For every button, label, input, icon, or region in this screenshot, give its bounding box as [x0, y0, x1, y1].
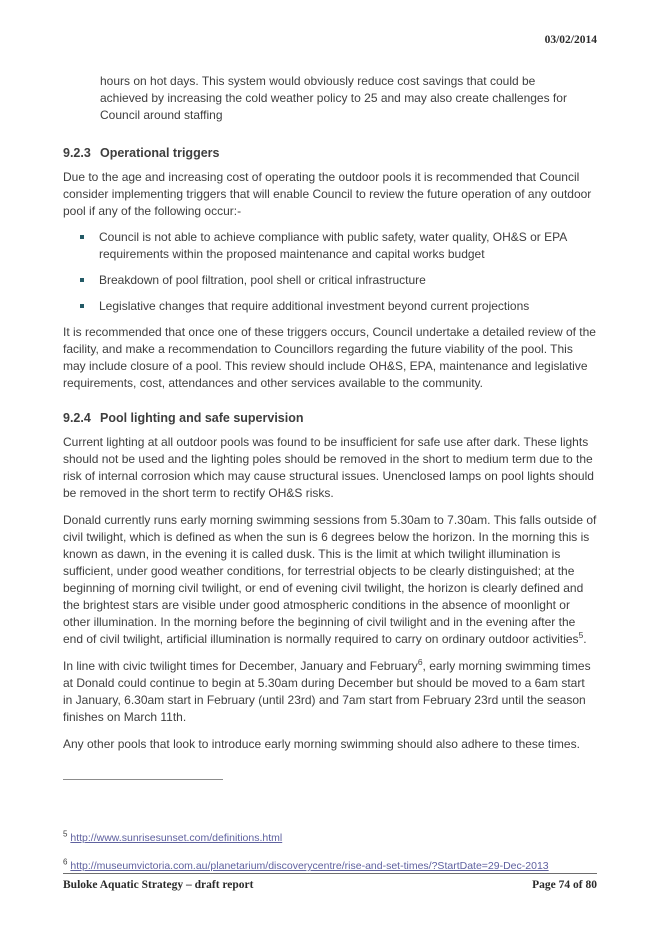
square-bullet-icon	[80, 304, 84, 308]
times-text-pre: In line with civic twilight times for December, January and February	[63, 659, 418, 673]
footnote-ref-6: 6	[417, 657, 423, 667]
header-date: 03/02/2014	[544, 34, 597, 46]
other-pools-paragraph: Any other pools that look to introduce early morning swimming should also adhere to these times.	[63, 737, 580, 751]
footer-document-title: Buloke Aquatic Strategy – draft report	[63, 879, 254, 891]
footnote-link-sunrisesunset[interactable]: http://www.sunrisesunset.com/definitions.html	[70, 832, 283, 844]
footer-page-number: Page 74 of 80	[532, 879, 597, 891]
footnote	[63, 857, 597, 873]
trigger-bullet-list	[63, 229, 597, 315]
section-number: 9.2.4	[63, 411, 91, 425]
twilight-period: .	[583, 632, 587, 646]
footnote	[63, 829, 597, 845]
bullet-text: Breakdown of pool filtration, pool shell or critical infrastructure	[99, 273, 426, 287]
list-item	[63, 272, 597, 289]
swim-times-paragraph	[63, 658, 597, 726]
intro-paragraph: hours on hot days. This system would obviously reduce cost savings that could be achieved by increasing the cold weather policy to 25 and may also create challenges for Council around staffing	[100, 74, 567, 122]
bullet-text: Legislative changes that require additional investment beyond current projections	[99, 299, 530, 313]
section-title: Operational triggers	[100, 146, 220, 160]
list-item	[63, 298, 597, 315]
section-title: Pool lighting and safe supervision	[100, 411, 304, 425]
square-bullet-icon	[80, 235, 84, 239]
times-text-post: , early morning swimming times at Donald could continue to begin at 5.30am during December but should be moved to a 6am start in January, 6.30am start in February (until 23rd) and 7am start from February 23rd until the season finishes on March 11th.	[63, 659, 591, 724]
bullet-text: Council is not able to achieve compliance with public safety, water quality, OH&S or EPA requirements within the proposed maintenance and capital works budget	[99, 230, 567, 261]
footnote-number: 6	[63, 857, 68, 867]
square-bullet-icon	[80, 278, 84, 282]
list-item	[63, 229, 597, 263]
section-number: 9.2.3	[63, 146, 91, 160]
footnote-link-museumvictoria[interactable]: http://museumvictoria.com.au/planetarium/discoverycentre/rise-and-set-times/?StartDate=29-Dec-2013	[70, 860, 549, 872]
footnote-separator-rule	[63, 779, 223, 780]
footnote-number: 5	[63, 829, 68, 839]
page-footer	[63, 873, 597, 892]
section-heading-pool-lighting	[63, 410, 597, 426]
twilight-text: Donald currently runs early morning swimming sessions from 5.30am to 7.30am. This falls outside of civil twilight, which is defined as when the sun is 6 degrees below the horizon. In the morning this is known as dawn, in the evening it is called dusk. This is the limit at which twilight illumination is sufficient, under good weather conditions, for terrestrial objects to be clearly distinguished; at the beginning of morning civil twilight, or end of evening civil twilight, the horizon is clearly defined and the brightest stars are visible under good atmospheric conditions in the absence of moonlight or other illumination. In the morning before the beginning of civil twilight and in the evening after the end of civil twilight, artificial illumination is normally required to carry on ordinary outdoor activities	[63, 513, 597, 646]
lighting-paragraph: Current lighting at all outdoor pools was found to be insufficient for safe use after dark. These lights should not be used and the lighting poles should be removed in the short to medium term due to the risk of internal corrosion which may cause structural issues. Unenclosed lamps on pool lights should be removed in the short term to rectify OH&S risks.	[63, 435, 594, 500]
page-content	[63, 0, 597, 873]
twilight-paragraph	[63, 512, 597, 648]
section-heading-operational-triggers	[63, 145, 597, 161]
operational-intro-paragraph: Due to the age and increasing cost of operating the outdoor pools it is recommended that Council consider implementing triggers that will enable Council to review the future operation of any outdoor pool if any of the following occur:-	[63, 170, 592, 218]
footnote-ref-5: 5	[578, 630, 584, 640]
operational-outro-paragraph: It is recommended that once one of these triggers occurs, Council undertake a detailed review of the facility, and make a recommendation to Councillors regarding the future viability of the pool. This may include closure of a pool. This review should include OH&S, EPA, maintenance and legislative requirements, cost, attendances and other services available to the community.	[63, 325, 596, 390]
